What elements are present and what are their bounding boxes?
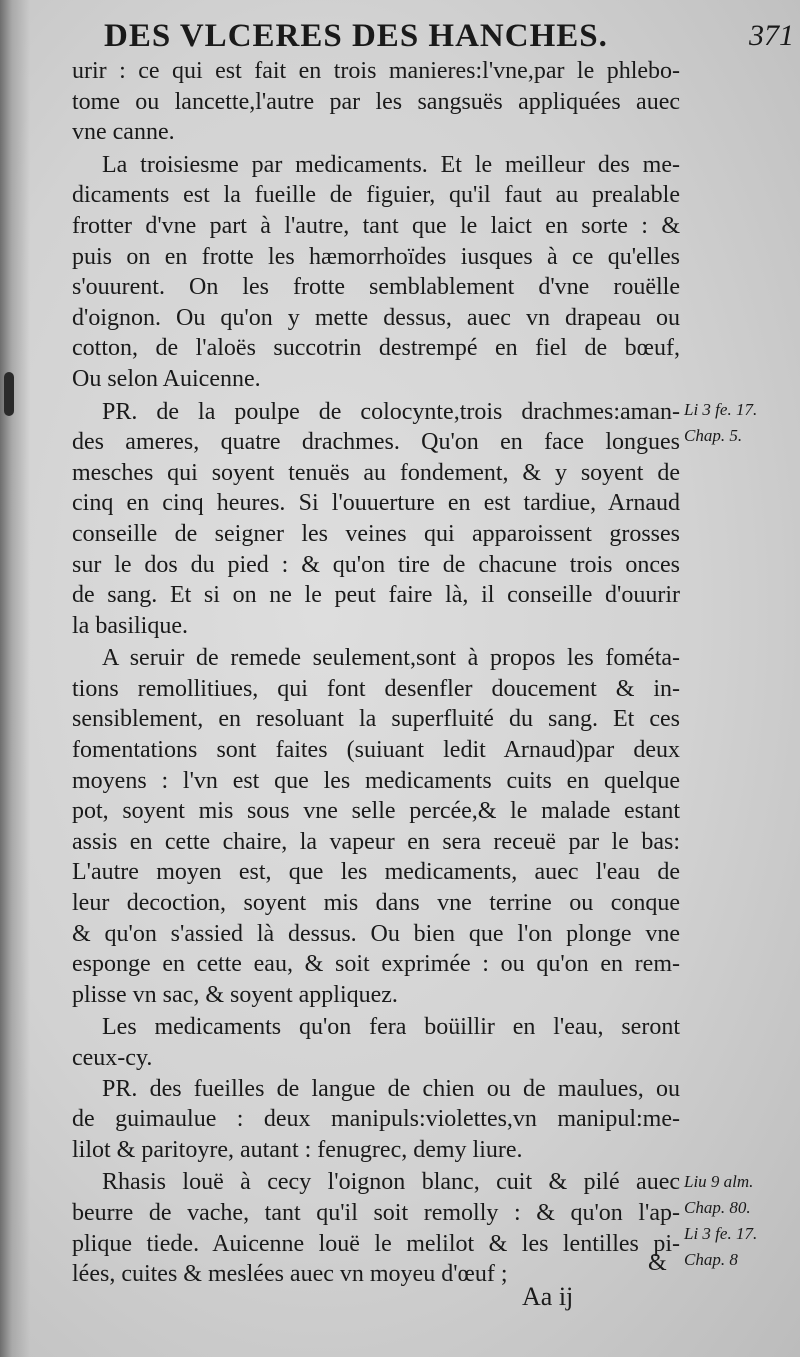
running-title: DES VLCERES DES HANCHES. bbox=[104, 18, 608, 54]
text-line: moyens : l'vn est que les medicaments cuits en quelque bbox=[72, 767, 680, 794]
margin-note: Chap. 8 bbox=[684, 1250, 738, 1269]
text-line: cotton, de l'aloës succotrin destrempé en fiel de bœuf, bbox=[72, 335, 680, 362]
text-line: d'oignon. Ou qu'on y mette dessus, auec vn drapeau ou bbox=[72, 304, 680, 331]
text-line: La troisiesme par medicaments. Et le meilleur des me- bbox=[102, 151, 680, 178]
text-line: Ou selon Auicenne. bbox=[72, 365, 261, 392]
text-line: fomentations sont faites (suiuant ledit Arnaud)par deux bbox=[72, 737, 680, 764]
margin-note: Chap. 80. bbox=[684, 1198, 751, 1217]
margin-note: Li 3 fe. 17. bbox=[684, 400, 758, 419]
text-line: pot, soyent mis sous vne selle percée,& le malade estant bbox=[72, 798, 680, 825]
text-line: mesches qui soyent tenuës au fondement, & y soyent de bbox=[72, 459, 680, 486]
text-line: esponge en cette eau, & soit exprimée : ou qu'on en rem- bbox=[72, 951, 680, 978]
text-line: Les medicaments qu'on fera boüillir en l'eau, seront bbox=[102, 1014, 680, 1041]
text-line: sur le dos du pied : & qu'on tire de chacune trois onces bbox=[72, 551, 680, 578]
body-text bbox=[72, 56, 680, 1290]
page-number: 371 bbox=[749, 19, 794, 52]
text-line: PR. de la poulpe de colocynte,trois drachmes:aman- bbox=[102, 398, 680, 425]
margin-note: Chap. 5. bbox=[684, 426, 743, 445]
text-line: ceux-cy. bbox=[72, 1045, 153, 1071]
text-line: des ameres, quatre drachmes. Qu'on en face longues bbox=[72, 429, 680, 456]
text-line: beurre de vache, tant qu'il soit remolly : & qu'on l'ap- bbox=[72, 1199, 680, 1226]
text-line: assis en cette chaire, la vapeur en sera receuë par le bas: bbox=[72, 828, 680, 855]
margin-note: Li 3 fe. 17. bbox=[684, 1224, 758, 1243]
signature-mark: Aa ij bbox=[522, 1282, 574, 1311]
text-line: leur decoction, soyent mis dans vne terrine ou conque bbox=[72, 890, 680, 917]
text-line: frotter d'vne part à l'autre, tant que le laict en sorte : & bbox=[72, 212, 680, 239]
text-line: la basilique. bbox=[72, 612, 188, 639]
text-line: & qu'on s'assied là dessus. Ou bien que l'on plonge vne bbox=[72, 920, 680, 947]
text-line: sensiblement, en resoluant la superfluité du sang. Et ces bbox=[72, 706, 680, 733]
text-line: A seruir de remede seulement,sont à propos les fométa- bbox=[102, 645, 680, 672]
text-line: plisse vn sac, & soyent appliquez. bbox=[72, 981, 398, 1008]
text-line: de guimaulue : deux manipuls:violettes,vn manipul:me- bbox=[72, 1106, 680, 1133]
text-line: s'ouurent. On les frotte semblablement d'vne rouëlle bbox=[72, 274, 680, 301]
text-line: conseille de seigner les veines qui apparoissent grosses bbox=[72, 520, 680, 547]
text-line: vne canne. bbox=[72, 119, 175, 146]
margin-ink-mark bbox=[4, 372, 14, 416]
gutter-shadow bbox=[0, 0, 30, 1357]
margin-note: Liu 9 alm. bbox=[684, 1172, 754, 1191]
text-line: puis on en frotte les hæmorrhoïdes iusques à ce qu'elles bbox=[72, 243, 680, 270]
text-line: plique tiede. Auicenne louë le melilot & les lentilles pi- bbox=[72, 1230, 680, 1257]
text-line: tions remollitiues, qui font desenfler doucement & in- bbox=[72, 675, 680, 702]
running-head bbox=[104, 14, 794, 58]
text-line: L'autre moyen est, que les medicaments, auec l'eau de bbox=[72, 859, 680, 886]
text-line: lilot & paritoyre, autant : fenugrec, demy liure. bbox=[72, 1136, 523, 1163]
text-line: dicaments est la fueille de figuier, qu'il faut au prealable bbox=[72, 182, 680, 209]
catchword: & bbox=[648, 1250, 667, 1276]
text-line: lées, cuites & meslées auec vn moyeu d'œuf ; bbox=[72, 1261, 508, 1288]
text-line: urir : ce qui est fait en trois manieres:l'vne,par le phlebo- bbox=[72, 58, 680, 84]
text-line: Rhasis louë à cecy l'oignon blanc, cuit & pilé auec bbox=[102, 1169, 680, 1196]
text-line: PR. des fueilles de langue de chien ou de maulues, ou bbox=[102, 1075, 680, 1102]
text-line: tome ou lancette,l'autre par les sangsuës appliquées auec bbox=[72, 88, 680, 115]
text-line: de sang. Et si on ne le peut faire là, il conseille d'ouurir bbox=[72, 582, 680, 609]
text-line: cinq en cinq heures. Si l'ouuerture en est tardiue, Arnaud bbox=[72, 490, 680, 517]
